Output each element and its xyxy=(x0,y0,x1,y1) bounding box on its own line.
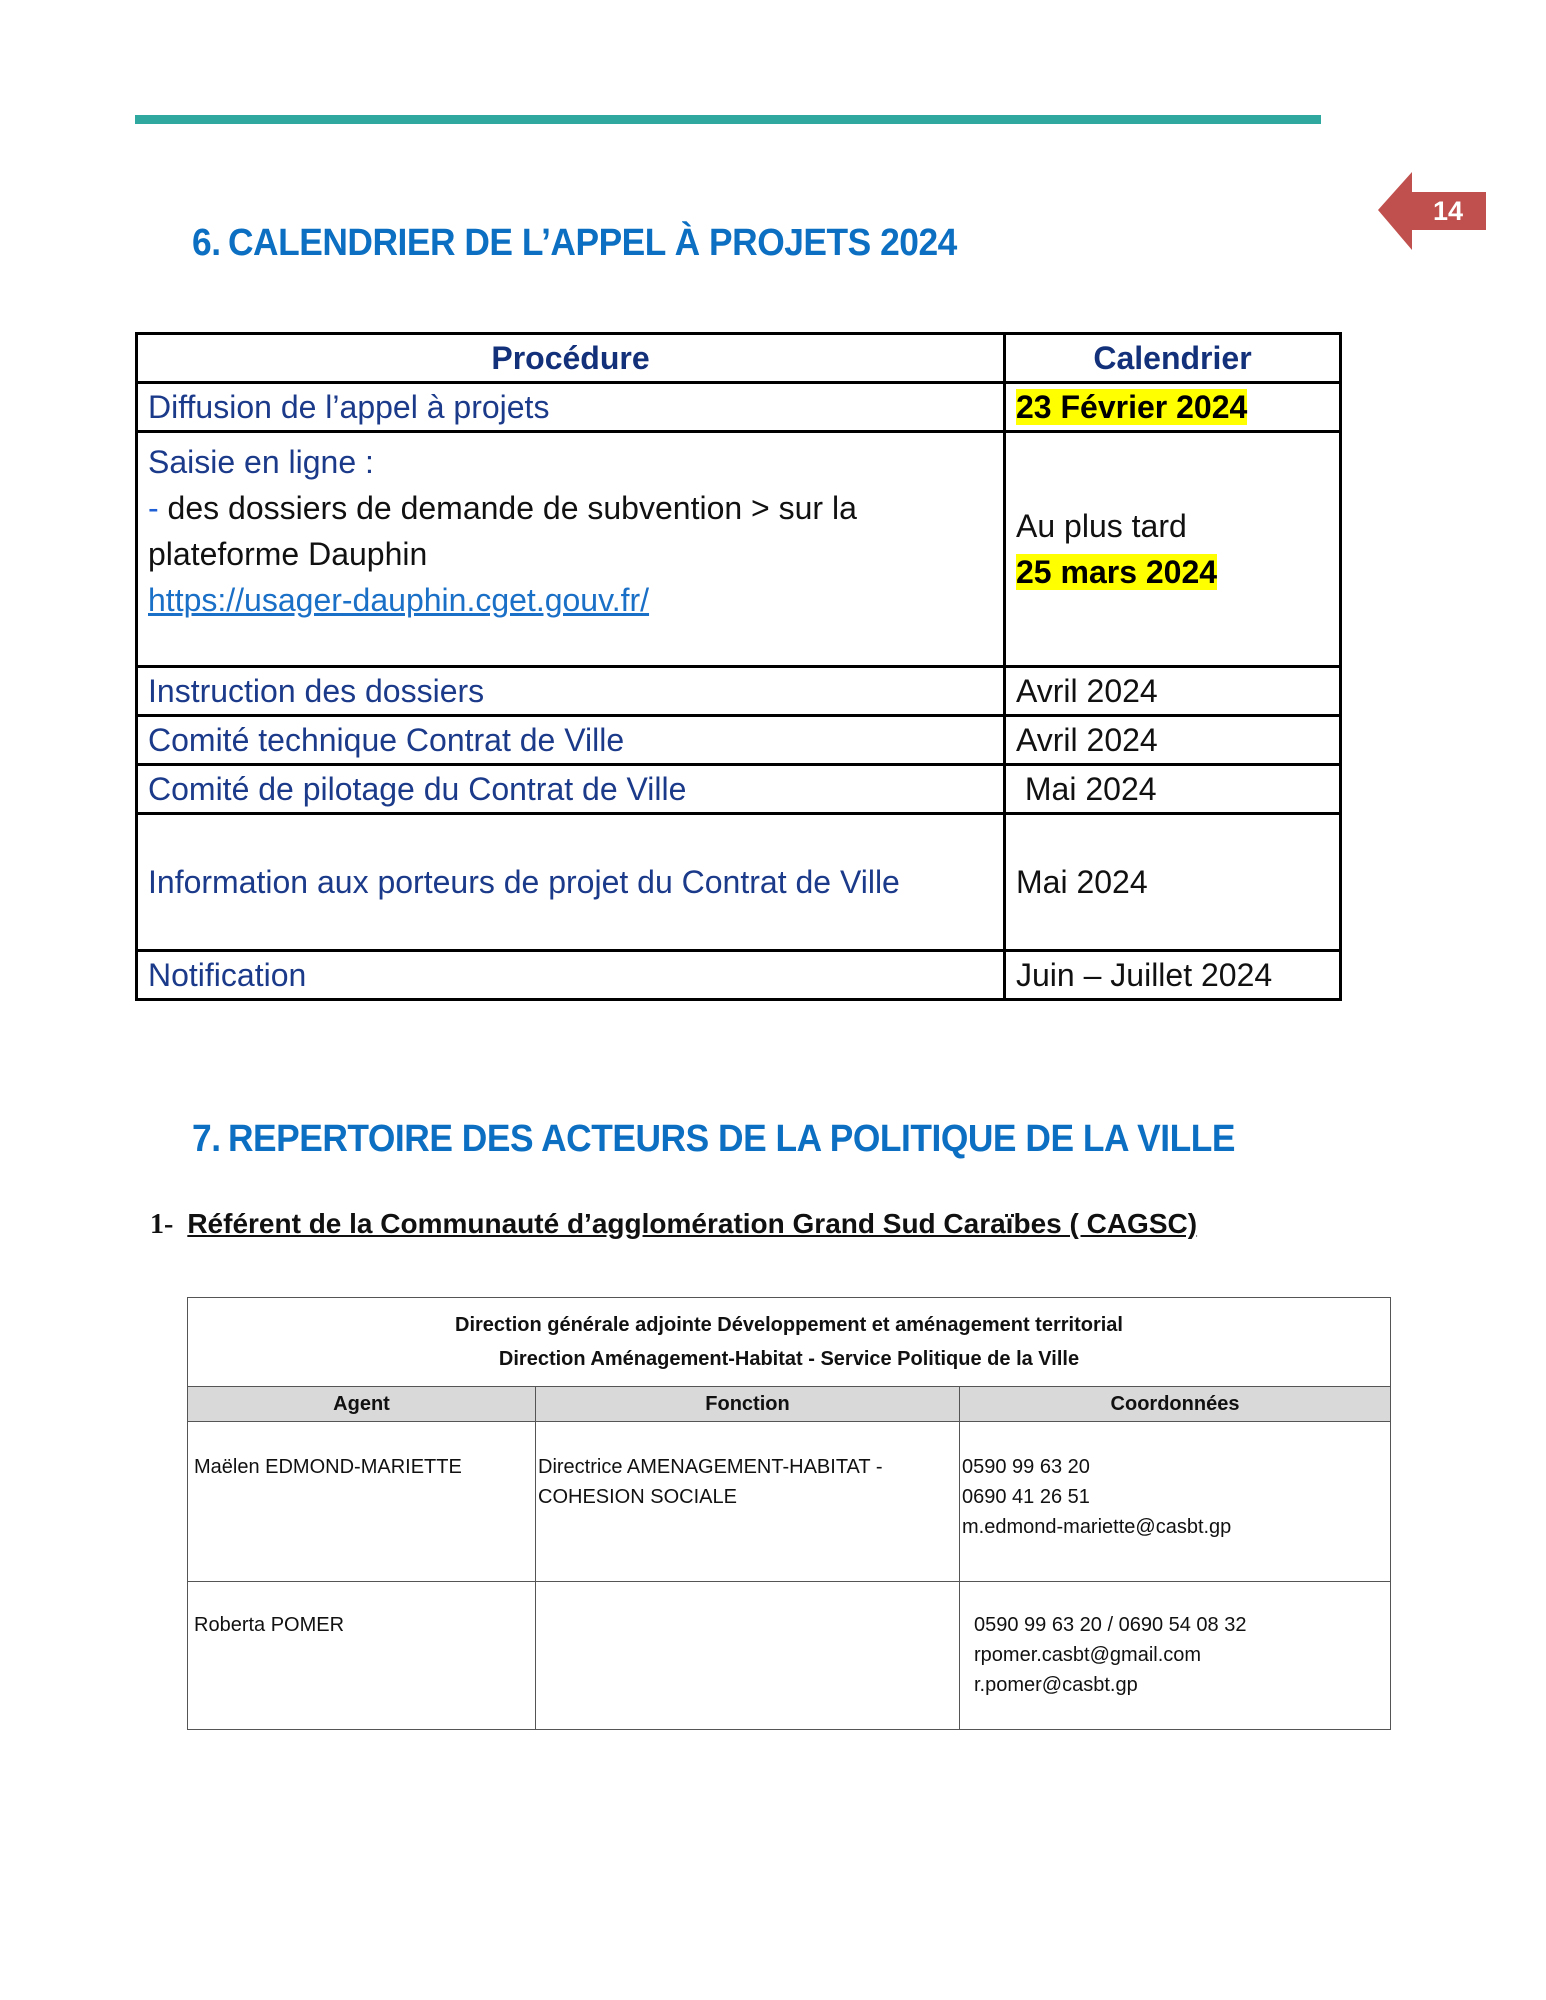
phone-number: 0590 99 63 20 xyxy=(962,1456,1090,1478)
header-procedure: Procédure xyxy=(137,334,1005,383)
procedure-cell: Instruction des dossiers xyxy=(137,667,1005,716)
procedure-cell: Comité technique Contrat de Ville xyxy=(137,716,1005,765)
banner-line: Direction Aménagement-Habitat - Service Politique de la Ville xyxy=(498,1348,1080,1370)
highlighted-date: 23 Février 2024 xyxy=(1016,388,1248,425)
procedure-cell: Comité de pilotage du Contrat de Ville xyxy=(137,765,1005,814)
subsection-index: 1- xyxy=(150,1209,174,1240)
fonction-cell xyxy=(536,1582,960,1730)
procedure-cell: Diffusion de l’appel à projets xyxy=(137,383,1005,432)
subsection-heading xyxy=(150,1208,1197,1241)
agent-cell: Roberta POMER xyxy=(188,1582,536,1730)
header-calendrier: Calendrier xyxy=(1005,334,1341,383)
table-row xyxy=(188,1422,1391,1582)
procedure-line: des dossiers de demande de subvention > sur la xyxy=(158,490,857,526)
table-header-row xyxy=(188,1387,1391,1422)
section-title-text: CALENDRIER DE L’APPEL À PROJETS 2024 xyxy=(227,222,957,264)
page-number: 14 xyxy=(1432,196,1464,226)
header-coordonnees: Coordonnées xyxy=(960,1387,1391,1422)
fonction-line: COHESION SOCIALE xyxy=(538,1486,737,1508)
procedure-line: plateforme Dauphin xyxy=(148,536,428,572)
date-cell: Avril 2024 xyxy=(1005,667,1341,716)
table-row xyxy=(137,432,1341,667)
phone-number: 0690 41 26 51 xyxy=(962,1486,1090,1508)
agent-cell: Maëlen EDMOND-MARIETTE xyxy=(188,1422,536,1582)
date-cell: Juin – Juillet 2024 xyxy=(1005,951,1341,1000)
date-cell: Avril 2024 xyxy=(1005,716,1341,765)
banner-row xyxy=(188,1298,1391,1387)
fonction-cell xyxy=(536,1422,960,1582)
fonction-line: Directrice AMENAGEMENT-HABITAT - xyxy=(538,1456,883,1478)
date-cell xyxy=(1005,432,1341,667)
header-agent: Agent xyxy=(188,1387,536,1422)
table-row xyxy=(137,951,1341,1000)
table-row xyxy=(137,765,1341,814)
date-cell: Mai 2024 xyxy=(1005,814,1341,951)
procedure-cell: Notification xyxy=(137,951,1005,1000)
date-cell xyxy=(1005,383,1341,432)
table-row xyxy=(137,667,1341,716)
table-header-row xyxy=(137,334,1341,383)
date-text: Mai 2024 xyxy=(1024,770,1157,807)
table-row xyxy=(137,814,1341,951)
table-row xyxy=(188,1582,1391,1730)
date-prefix: Au plus tard xyxy=(1016,508,1187,544)
direction-banner xyxy=(188,1298,1391,1387)
section-7-title xyxy=(192,1118,1235,1161)
email-address[interactable]: rpomer.casbt@gmail.com xyxy=(974,1644,1202,1666)
table-row xyxy=(137,716,1341,765)
section-title-text: REPERTOIRE DES ACTEURS DE LA POLITIQUE DE LA VILLE xyxy=(227,1118,1235,1160)
email-address[interactable]: r.pomer@casbt.gp xyxy=(974,1674,1138,1696)
email-address[interactable]: m.edmond-mariette@casbt.gp xyxy=(962,1516,1232,1538)
phone-number: 0590 99 63 20 / 0690 54 08 32 xyxy=(974,1614,1247,1636)
bullet-dash: - xyxy=(148,490,159,526)
banner-line: Direction générale adjointe Développement et aménagement territorial xyxy=(455,1314,1123,1336)
coordonnees-cell xyxy=(960,1582,1391,1730)
date-cell xyxy=(1005,765,1341,814)
header-rule xyxy=(135,115,1321,124)
section-number: 6. xyxy=(192,222,221,264)
highlighted-date: 25 mars 2024 xyxy=(1016,554,1218,590)
agents-table xyxy=(187,1297,1391,1730)
section-6-title xyxy=(192,222,957,265)
page-number-badge xyxy=(1378,172,1486,250)
header-fonction: Fonction xyxy=(536,1387,960,1422)
procedure-line: Saisie en ligne : xyxy=(148,444,374,480)
table-row xyxy=(137,383,1341,432)
calendar-table xyxy=(135,332,1342,1001)
subsection-title: Référent de la Communauté d’agglomération Grand Sud Caraïbes ( CAGSC) xyxy=(187,1208,1198,1239)
procedure-cell xyxy=(137,432,1005,667)
section-number: 7. xyxy=(192,1118,221,1160)
dauphin-link[interactable]: https://usager-dauphin.cget.gouv.fr/ xyxy=(148,582,650,618)
procedure-cell: Information aux porteurs de projet du Contrat de Ville xyxy=(137,814,1005,951)
coordonnees-cell xyxy=(960,1422,1391,1582)
